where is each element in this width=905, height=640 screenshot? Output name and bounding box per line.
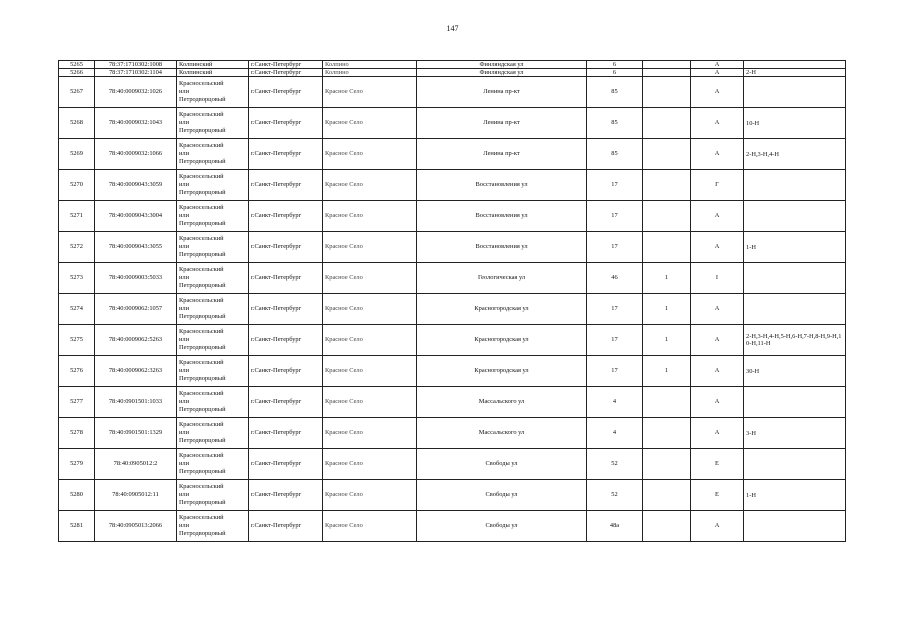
district-line: Петродворцовый (179, 375, 226, 382)
town-cell: Красное Село (323, 77, 417, 108)
table-row (59, 77, 846, 108)
korpus-cell: 1 (643, 356, 691, 387)
house-cell: 46 (587, 263, 643, 294)
district-cell (177, 61, 249, 69)
rooms-cell (744, 201, 846, 232)
city-cell: г.Санкт-Петербург (249, 201, 323, 232)
litera-cell: А (691, 61, 744, 69)
district-line: или (179, 150, 190, 157)
row-number-cell: 5268 (59, 108, 95, 139)
district-line: Петродворцовый (179, 220, 226, 227)
district-line: Красносельский (179, 266, 224, 273)
cadastral-number-cell: 78:40:0009062:1057 (95, 294, 177, 325)
rooms-cell: 2-Н,3-Н,4-Н (744, 139, 846, 170)
house-cell: 52 (587, 480, 643, 511)
row-number-cell: 5277 (59, 387, 95, 418)
cadastral-number-cell: 78:37:1710302:1104 (95, 69, 177, 77)
house-cell: 48а (587, 511, 643, 542)
district-line: или (179, 491, 190, 498)
district-line: или (179, 88, 190, 95)
town-cell: Красное Село (323, 263, 417, 294)
district-line: Колпинский (179, 69, 213, 76)
district-line: Красносельский (179, 204, 224, 211)
litera-cell: А (691, 201, 744, 232)
row-number-cell: 5266 (59, 69, 95, 77)
city-cell: г.Санкт-Петербург (249, 232, 323, 263)
district-line: Петродворцовый (179, 437, 226, 444)
rooms-cell (744, 61, 846, 69)
district-line: Красносельский (179, 514, 224, 521)
street-cell: Массальского ул (417, 387, 587, 418)
street-cell: Восстановления ул (417, 201, 587, 232)
district-cell (177, 356, 249, 387)
rooms-cell: 1-Н (744, 480, 846, 511)
district-line: Красносельский (179, 297, 224, 304)
house-cell: 85 (587, 108, 643, 139)
street-cell: Восстановления ул (417, 232, 587, 263)
korpus-cell (643, 170, 691, 201)
street-cell: Ленина пр-кт (417, 108, 587, 139)
cadastral-number-cell: 78:40:0009043:3004 (95, 201, 177, 232)
city-cell: г.Санкт-Петербург (249, 61, 323, 69)
district-line: Красносельский (179, 328, 224, 335)
korpus-cell (643, 232, 691, 263)
district-line: или (179, 398, 190, 405)
row-number-cell: 5272 (59, 232, 95, 263)
town-cell: Красное Село (323, 449, 417, 480)
city-cell: г.Санкт-Петербург (249, 108, 323, 139)
house-cell: 17 (587, 232, 643, 263)
cadastral-number-cell: 78:40:0905012:2 (95, 449, 177, 480)
city-cell: г.Санкт-Петербург (249, 325, 323, 356)
district-line: или (179, 212, 190, 219)
row-number-cell: 5280 (59, 480, 95, 511)
city-cell: г.Санкт-Петербург (249, 170, 323, 201)
table-row (59, 69, 846, 77)
korpus-cell (643, 418, 691, 449)
rooms-cell (744, 449, 846, 480)
city-cell: г.Санкт-Петербург (249, 294, 323, 325)
district-line: или (179, 181, 190, 188)
district-cell (177, 294, 249, 325)
korpus-cell (643, 61, 691, 69)
district-line: Петродворцовый (179, 282, 226, 289)
litera-cell: Е (691, 480, 744, 511)
row-number-cell: 5281 (59, 511, 95, 542)
row-number-cell: 5273 (59, 263, 95, 294)
cadastral-number-cell: 78:40:0009043:3059 (95, 170, 177, 201)
city-cell: г.Санкт-Петербург (249, 69, 323, 77)
town-cell: Колпино (323, 61, 417, 69)
registry-table (58, 60, 846, 542)
korpus-cell (643, 449, 691, 480)
street-cell: Финляндская ул (417, 69, 587, 77)
town-cell: Красное Село (323, 170, 417, 201)
cadastral-number-cell: 78:40:0009062:3263 (95, 356, 177, 387)
district-line: Красносельский (179, 111, 224, 118)
row-number-cell: 5270 (59, 170, 95, 201)
house-cell: 17 (587, 170, 643, 201)
litera-cell: Е (691, 449, 744, 480)
town-cell: Красное Село (323, 356, 417, 387)
litera-cell: А (691, 232, 744, 263)
korpus-cell (643, 511, 691, 542)
town-cell: Красное Село (323, 108, 417, 139)
rooms-cell: 2-Н (744, 69, 846, 77)
korpus-cell (643, 139, 691, 170)
cadastral-number-cell: 78:37:1710302:1008 (95, 61, 177, 69)
town-cell: Красное Село (323, 480, 417, 511)
district-line: Красносельский (179, 359, 224, 366)
district-line: Красносельский (179, 452, 224, 459)
table-row (59, 356, 846, 387)
rooms-cell: 10-Н (744, 108, 846, 139)
house-cell: 17 (587, 201, 643, 232)
row-number-cell: 5278 (59, 418, 95, 449)
street-cell: Массальского ул (417, 418, 587, 449)
district-line: Красносельский (179, 390, 224, 397)
district-line: или (179, 274, 190, 281)
street-cell: Красногородская ул (417, 294, 587, 325)
district-line: или (179, 429, 190, 436)
district-cell (177, 232, 249, 263)
table-row (59, 387, 846, 418)
city-cell: г.Санкт-Петербург (249, 263, 323, 294)
town-cell: Красное Село (323, 418, 417, 449)
town-cell: Красное Село (323, 511, 417, 542)
row-number-cell: 5276 (59, 356, 95, 387)
district-line: Петродворцовый (179, 127, 226, 134)
house-cell: 85 (587, 139, 643, 170)
city-cell: г.Санкт-Петербург (249, 387, 323, 418)
litera-cell: А (691, 387, 744, 418)
rooms-cell (744, 511, 846, 542)
district-line: или (179, 305, 190, 312)
town-cell: Красное Село (323, 294, 417, 325)
house-cell: 17 (587, 294, 643, 325)
cadastral-number-cell: 78:40:0009032:1026 (95, 77, 177, 108)
rooms-cell (744, 170, 846, 201)
town-cell: Красное Село (323, 139, 417, 170)
street-cell: Свободы ул (417, 449, 587, 480)
city-cell: г.Санкт-Петербург (249, 449, 323, 480)
city-cell: г.Санкт-Петербург (249, 139, 323, 170)
litera-cell: А (691, 108, 744, 139)
litera-cell: Г (691, 170, 744, 201)
city-cell: г.Санкт-Петербург (249, 418, 323, 449)
table-row (59, 418, 846, 449)
house-cell: 6 (587, 61, 643, 69)
rooms-cell (744, 77, 846, 108)
district-line: Петродворцовый (179, 344, 226, 351)
district-cell (177, 449, 249, 480)
district-line: Петродворцовый (179, 530, 226, 537)
district-cell (177, 69, 249, 77)
town-cell: Красное Село (323, 387, 417, 418)
district-line: или (179, 460, 190, 467)
house-cell: 17 (587, 356, 643, 387)
city-cell: г.Санкт-Петербург (249, 511, 323, 542)
table-row (59, 61, 846, 69)
page-number: 147 (446, 24, 459, 33)
district-cell (177, 387, 249, 418)
district-cell (177, 325, 249, 356)
city-cell: г.Санкт-Петербург (249, 356, 323, 387)
district-line: Петродворцовый (179, 468, 226, 475)
district-line: Петродворцовый (179, 499, 226, 506)
litera-cell: А (691, 325, 744, 356)
table-row (59, 294, 846, 325)
district-line: Красносельский (179, 173, 224, 180)
litera-cell: А (691, 356, 744, 387)
town-cell: Красное Село (323, 201, 417, 232)
district-cell (177, 480, 249, 511)
district-cell (177, 263, 249, 294)
house-cell: 52 (587, 449, 643, 480)
street-cell: Свободы ул (417, 511, 587, 542)
district-line: Колпинский (179, 61, 213, 68)
street-cell: Красногородская ул (417, 356, 587, 387)
cadastral-number-cell: 78:40:0009032:1043 (95, 108, 177, 139)
district-line: или (179, 367, 190, 374)
korpus-cell: 1 (643, 325, 691, 356)
district-cell (177, 170, 249, 201)
row-number-cell: 5279 (59, 449, 95, 480)
district-cell (177, 418, 249, 449)
litera-cell: А (691, 77, 744, 108)
table-row (59, 232, 846, 263)
district-cell (177, 511, 249, 542)
table-row (59, 263, 846, 294)
litera-cell: А (691, 418, 744, 449)
korpus-cell (643, 387, 691, 418)
korpus-cell: 1 (643, 294, 691, 325)
rooms-cell (744, 387, 846, 418)
table-row (59, 201, 846, 232)
cadastral-number-cell: 78:40:0905013:2066 (95, 511, 177, 542)
district-line: Петродворцовый (179, 96, 226, 103)
litera-cell: А (691, 511, 744, 542)
district-line: или (179, 336, 190, 343)
korpus-cell (643, 69, 691, 77)
cadastral-number-cell: 78:40:0009003:5033 (95, 263, 177, 294)
street-cell: Ленина пр-кт (417, 139, 587, 170)
district-line: или (179, 119, 190, 126)
house-cell: 17 (587, 325, 643, 356)
row-number-cell: 5269 (59, 139, 95, 170)
table-row (59, 511, 846, 542)
district-line: Красносельский (179, 421, 224, 428)
district-line: Петродворцовый (179, 313, 226, 320)
district-line: Петродворцовый (179, 251, 226, 258)
table-row (59, 325, 846, 356)
cadastral-number-cell: 78:40:0905012:11 (95, 480, 177, 511)
house-cell: 6 (587, 69, 643, 77)
district-cell (177, 139, 249, 170)
table-row (59, 108, 846, 139)
street-cell: Красногородская ул (417, 325, 587, 356)
korpus-cell: 1 (643, 263, 691, 294)
district-line: Петродворцовый (179, 189, 226, 196)
row-number-cell: 5275 (59, 325, 95, 356)
cadastral-number-cell: 78:40:0901501:1033 (95, 387, 177, 418)
row-number-cell: 5271 (59, 201, 95, 232)
korpus-cell (643, 201, 691, 232)
city-cell: г.Санкт-Петербург (249, 480, 323, 511)
street-cell: Финляндская ул (417, 61, 587, 69)
litera-cell: А (691, 294, 744, 325)
registry-body (59, 61, 846, 542)
row-number-cell: 5274 (59, 294, 95, 325)
table-row (59, 170, 846, 201)
street-cell: Свободы ул (417, 480, 587, 511)
street-cell: Ленина пр-кт (417, 77, 587, 108)
litera-cell: А (691, 69, 744, 77)
district-cell (177, 201, 249, 232)
rooms-cell: 1-Н (744, 232, 846, 263)
city-cell: г.Санкт-Петербург (249, 77, 323, 108)
district-cell (177, 77, 249, 108)
row-number-cell: 5267 (59, 77, 95, 108)
town-cell: Красное Село (323, 232, 417, 263)
district-line: Петродворцовый (179, 406, 226, 413)
korpus-cell (643, 480, 691, 511)
litera-cell: А (691, 139, 744, 170)
house-cell: 85 (587, 77, 643, 108)
rooms-cell: 30-Н (744, 356, 846, 387)
district-line: Красносельский (179, 142, 224, 149)
cadastral-number-cell: 78:40:0009032:1066 (95, 139, 177, 170)
street-cell: Геологическая ул (417, 263, 587, 294)
district-line: Красносельский (179, 235, 224, 242)
district-line: или (179, 522, 190, 529)
litera-cell: I (691, 263, 744, 294)
rooms-cell: 2-Н,3-Н,4-Н,5-Н,6-Н,7-Н,8-Н,9-Н,10-Н,11-Н (744, 325, 846, 356)
table-row (59, 480, 846, 511)
street-cell: Восстановления ул (417, 170, 587, 201)
district-line: Красносельский (179, 483, 224, 490)
rooms-cell (744, 263, 846, 294)
town-cell: Красное Село (323, 325, 417, 356)
rooms-cell (744, 294, 846, 325)
district-line: Петродворцовый (179, 158, 226, 165)
cadastral-number-cell: 78:40:0009062:5263 (95, 325, 177, 356)
cadastral-number-cell: 78:40:0901501:1329 (95, 418, 177, 449)
korpus-cell (643, 77, 691, 108)
house-cell: 4 (587, 418, 643, 449)
table-row (59, 139, 846, 170)
town-cell: Колпино (323, 69, 417, 77)
rooms-cell: 3-Н (744, 418, 846, 449)
house-cell: 4 (587, 387, 643, 418)
korpus-cell (643, 108, 691, 139)
row-number-cell: 5265 (59, 61, 95, 69)
district-line: или (179, 243, 190, 250)
district-line: Красносельский (179, 80, 224, 87)
table-row (59, 449, 846, 480)
district-cell (177, 108, 249, 139)
cadastral-number-cell: 78:40:0009043:3055 (95, 232, 177, 263)
